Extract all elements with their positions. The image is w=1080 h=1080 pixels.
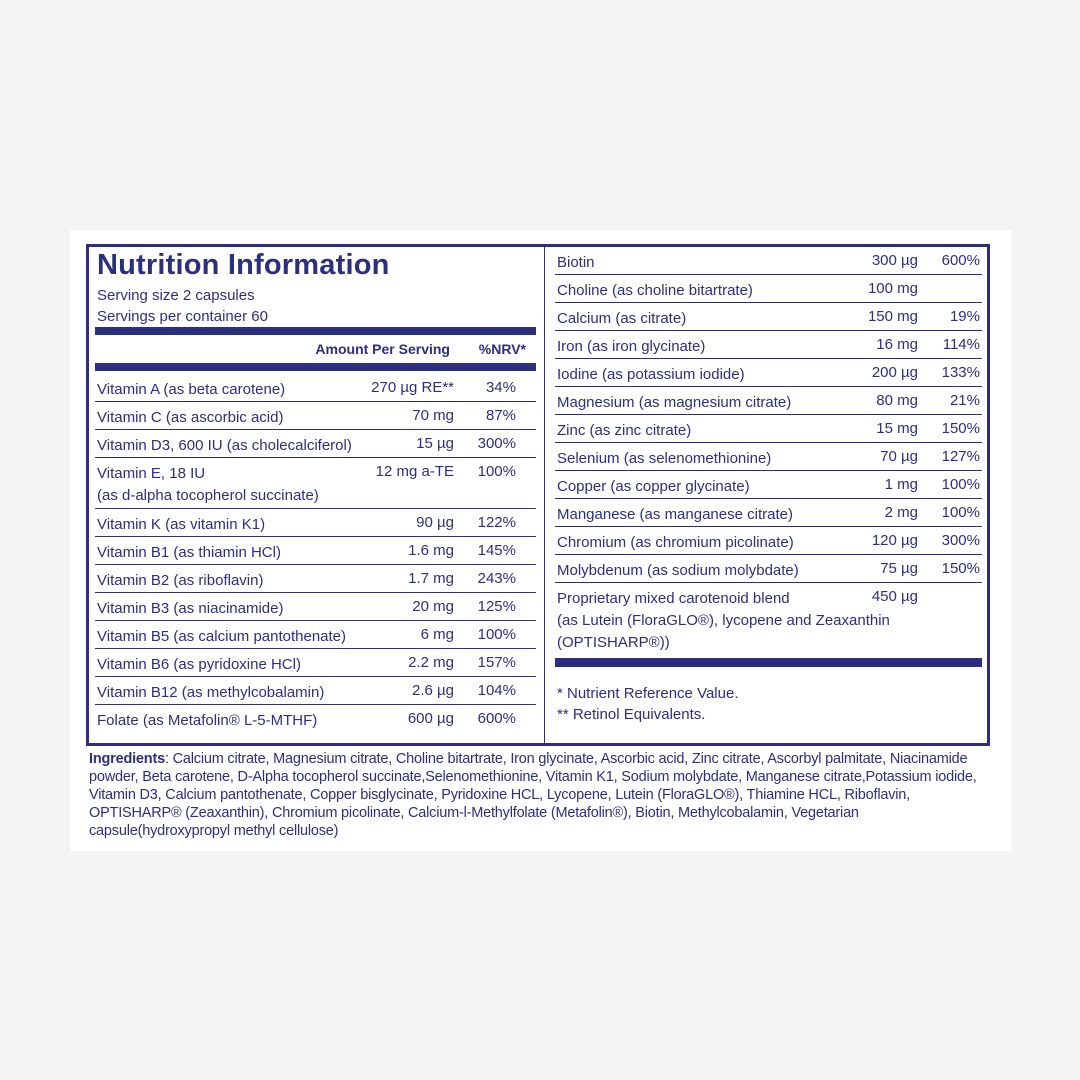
carotenoid-line1: Proprietary mixed carotenoid blend [557,590,790,607]
nutrient-name: Molybdenum (as sodium molybdate) [557,562,799,579]
left-nutrient-table [95,374,536,732]
carotenoid-row [555,583,982,653]
nutrient-nrv: 150% [941,560,980,577]
nutrient-name: Iodine (as potassium iodide) [557,366,745,383]
nutrient-name: Manganese (as manganese citrate) [557,506,793,523]
nutrient-name: Vitamin C (as ascorbic acid) [97,409,284,426]
nutrient-amount: 2 mg [884,504,918,521]
nutrient-row [95,565,536,593]
nutrient-nrv: 19% [949,308,980,325]
nutrient-amount: 270 µg RE** [371,379,454,396]
nutrient-row [95,402,536,430]
nutrient-name: Vitamin A (as beta carotene) [97,381,286,398]
nutrient-name: Vitamin D3, 600 IU (as cholecalciferol) [97,437,352,454]
nutrient-name: Selenium (as selenomethionine) [557,450,772,467]
nutrient-amount: 1.6 mg [408,542,454,559]
nutrient-amount: 2.6 µg [411,682,454,699]
nutrient-nrv: 145% [477,542,516,559]
amount-per-serving-header: Amount Per Serving [315,341,450,357]
carotenoid-line2: (as Lutein (FloraGLO®), lycopene and Zeaxanthin [557,612,890,629]
nutrient-row [95,621,536,649]
nutrient-row [555,415,982,443]
nutrient-nrv: 21% [949,392,980,409]
nutrition-panel [86,244,990,746]
nutrient-name: Vitamin B3 (as niacinamide) [97,600,284,617]
nutrient-amount: 120 µg [871,532,918,549]
nutrient-nrv: 114% [942,336,980,353]
nutrient-nrv: 104% [477,682,516,699]
nutrient-amount: 80 mg [876,392,918,409]
nutrient-row [555,499,982,527]
nutrient-name: Folate (as Metafolin® L-5-MTHF) [97,712,318,729]
nutrient-row [95,430,536,458]
nutrient-row [555,247,982,275]
header-bar-top [95,327,536,335]
nutrient-row [555,555,982,583]
nutrient-name: Zinc (as zinc citrate) [557,422,692,439]
nutrient-name: Vitamin B6 (as pyridoxine HCl) [97,656,301,673]
nutrient-amount: 200 µg [871,364,918,381]
nutrient-row [95,374,536,402]
nutrient-name: Vitamin B5 (as calcium pantothenate) [97,628,347,645]
nutrient-name-line2: (as d-alpha tocopherol succinate) [97,487,319,504]
nutrient-nrv: 100% [477,626,516,643]
nutrient-nrv: 600% [941,252,980,269]
nutrient-amount: 70 µg [880,448,918,465]
nutrient-row [555,303,982,331]
nutrient-nrv: 300% [941,532,980,549]
nutrient-amount: 15 µg [416,435,454,452]
nutrient-amount: 16 mg [876,336,918,353]
nutrient-nrv: 87% [485,407,516,424]
nutrient-name [97,463,319,507]
nutrient-row [555,443,982,471]
nutrient-row [555,359,982,387]
nutrient-nrv: 600% [477,710,516,727]
nutrient-amount: 1 mg [884,476,918,493]
nutrient-nrv: 243% [477,570,516,587]
nutrient-nrv: 300% [477,435,516,452]
header-bar-bottom [95,363,536,371]
nutrient-name: Copper (as copper glycinate) [557,478,750,495]
nutrient-row [95,537,536,565]
ingredients-list: : Calcium citrate, Magnesium citrate, Choline bitartrate, Iron glycinate, Ascorbic acid, Zinc citrate, Ascorbyl palmitate, Niacinamide powder, Beta carotene, D-Alpha tocopherol succinate,Selenomethionine, Vitamin K1, Sodium molybdate, Manganese citrate,Potassium iodide, Vitamin D3, Calcium pantothenate, Copper bisglycinate, Pyridoxine HCL, Lycopene, Lutein (FloraGLO®), Thiamine HCL, Riboflavin, OPTISHARP® (Zeaxanthin), Chromium picolinate, Calcium-l-Methylfolate (Metafolin®), Biotin, Methylcobalamin, Vegetarian capsule(hydroxypropyl methyl cellulose) [89,751,977,839]
nutrient-name: Vitamin B2 (as riboflavin) [97,572,264,589]
nutrient-row [95,593,536,621]
nutrient-nrv: 122% [477,514,516,531]
nutrient-name-line1: Vitamin E, 18 IU [97,465,206,482]
nutrient-name: Chromium (as chromium picolinate) [557,534,794,551]
nutrient-nrv: 150% [941,420,980,437]
ingredients-label: Ingredients [89,751,165,767]
nutrient-row [95,458,536,509]
nutrient-amount: 75 µg [880,560,918,577]
nutrient-row [95,649,536,677]
nutrient-amount: 1.7 mg [408,570,454,587]
nutrient-name: Vitamin B1 (as thiamin HCl) [97,544,281,561]
servings-per-container: Servings per container 60 [97,308,268,325]
footnotes [557,683,739,725]
nutrient-amount: 20 mg [412,598,454,615]
nutrient-nrv: 100% [941,476,980,493]
nutrient-name: Magnesium (as magnesium citrate) [557,394,792,411]
nutrient-row [555,387,982,415]
nutrient-name: Choline (as choline bitartrate) [557,282,753,299]
nutrient-nrv: 157% [477,654,516,671]
nutrient-amount: 90 µg [416,514,454,531]
carotenoid-line3: (OPTISHARP®)) [557,634,670,651]
nutrient-nrv: 125% [477,598,516,615]
nutrient-nrv: 127% [941,448,980,465]
nutrient-name: Vitamin K (as vitamin K1) [97,516,266,533]
nutrient-row [555,527,982,555]
ingredients-text [89,750,989,840]
nutrient-amount: 12 mg a-TE [375,463,454,480]
nutrient-name: Vitamin B12 (as methylcobalamin) [97,684,325,701]
footnote-nrv: * Nutrient Reference Value. [557,685,739,702]
nutrient-row [555,275,982,303]
nutrient-amount: 600 µg [407,710,454,727]
right-nutrient-table [555,247,982,653]
nutrient-amount: 6 mg [420,626,454,643]
column-divider [544,247,545,743]
nutrient-nrv: 34% [485,379,516,396]
nutrient-name: Biotin [557,254,595,271]
nutrient-row [555,331,982,359]
carotenoid-amount: 450 µg [871,588,918,605]
footnote-retinol: ** Retinol Equivalents. [557,706,706,723]
nutrition-label-card [70,230,1011,851]
serving-size: Serving size 2 capsules [97,287,255,304]
nutrient-nrv: 100% [941,504,980,521]
nutrient-nrv: 133% [941,364,980,381]
nutrient-amount: 2.2 mg [408,654,454,671]
serving-info [97,285,268,327]
nutrient-name: Calcium (as citrate) [557,310,687,327]
carotenoid-name [557,588,890,654]
label-title: Nutrition Information [97,249,390,281]
nutrient-row [95,509,536,537]
nrv-header: %NRV* [478,341,526,357]
nutrient-row [95,705,536,732]
nutrient-amount: 300 µg [871,252,918,269]
nutrient-amount: 15 mg [876,420,918,437]
nutrient-name: Iron (as iron glycinate) [557,338,706,355]
nutrient-nrv: 100% [477,463,516,480]
nutrient-amount: 150 mg [867,308,918,325]
nutrient-row [95,677,536,705]
nutrient-amount: 70 mg [412,407,454,424]
footnote-bar [555,658,982,667]
nutrient-row [555,471,982,499]
nutrient-amount: 100 mg [867,280,918,297]
column-headers [95,335,536,363]
